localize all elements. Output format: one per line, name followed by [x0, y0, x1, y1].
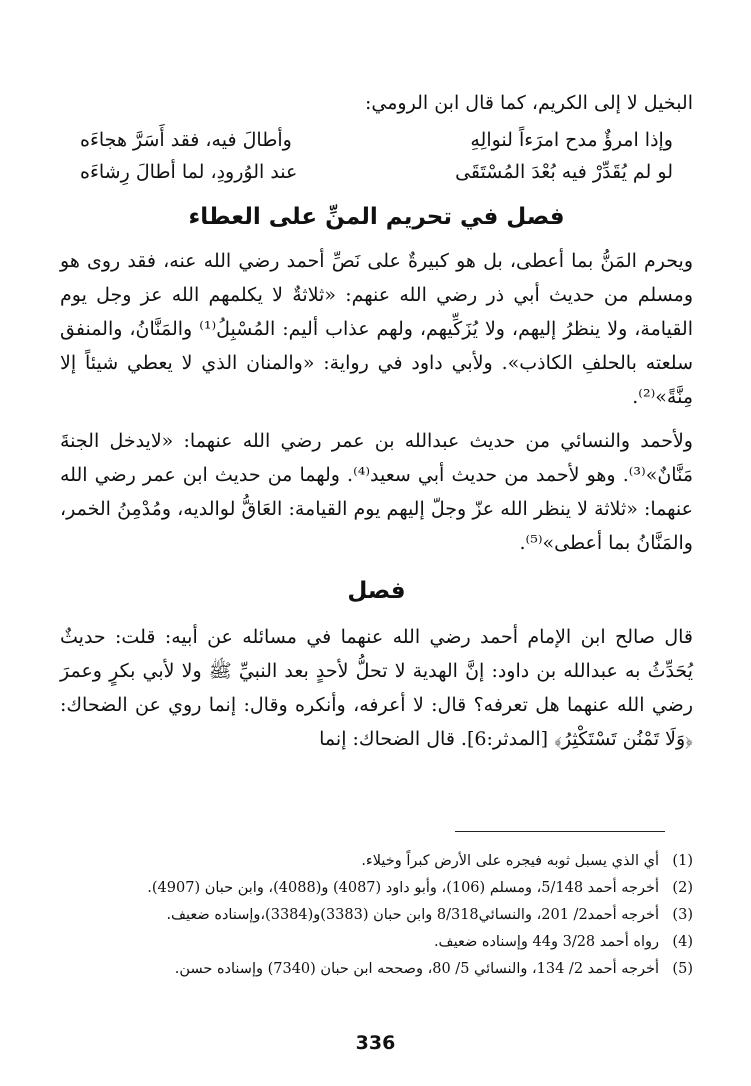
footnote — [70, 875, 693, 902]
paragraph-text: قال صالح ابن الإمام أحمد رضي الله عنهما في مسائله عن أبيه: قلت: حديثٌ يُحَدِّثُ به عبدالله بن داود: إنَّ الهدية لا تحلُّ لأحدٍ بعد النبيِّ ﷺ ولا لأبي بكرٍ وعمرَ رضي الله عنهما هل تعرفه؟ قال: لا أعرفه، وأنكره وقال: إنما روي عن الضحاك: ﴿وَلَا تَمْنُن تَسْتَكْثِرُ﴾ [المدثر:6]. قال الضحاك: إنما — [60, 626, 693, 750]
footnote-separator — [455, 831, 665, 832]
paragraph-text: ويحرم المَنُّ بما أعطى، بل هو كبيرةٌ على نَصِّ أحمد رضي الله عنه، فقد روى هو ومسلم من حديث أبي ذر رضي الله عنهم: «ثلاثةٌ لا يكلمهم الله عز وجل يوم القيامة، ولا ينظرُ إليهم، ولا يُزَكِّيهم، ولهم عذاب أليم: المُسْبِلُ⁽¹⁾ والمَنَّانُ، والمنفق سلعته بالحلفِ الكاذب». ولأبي داود في رواية: «والمنان الذي لا يعطي شيئاً إلا مِنَّةً»⁽²⁾. — [60, 250, 693, 408]
verse-first-hemistich: لو لم يُقَدِّرْ فيه بُعْدَ المُسْتَقَى — [455, 161, 673, 183]
footnote — [70, 956, 693, 983]
paragraph — [60, 620, 693, 756]
section-heading: فصل — [347, 578, 406, 604]
footnote — [70, 929, 693, 956]
verse-first-hemistich: وإذا امرؤٌ مدح امرَءاً لنوالِهِ — [470, 129, 673, 151]
page-number: 336 — [355, 1032, 396, 1054]
verse-second-hemistich: وأطالَ فيه، فقد أَسَرَّ هجاءَه — [80, 129, 292, 151]
verse-second-hemistich: عند الوُرودِ، لما أطالَ رِشاءَه — [80, 161, 298, 183]
section-heading: فصل في تحريم المنِّ على العطاء — [188, 204, 565, 230]
footnote — [70, 848, 693, 875]
footnote-text: أي الذي يسبل ثوبه فيجره على الأرض كبراً وخيلاء. — [361, 853, 659, 869]
poetry-block — [60, 124, 693, 188]
page-body — [60, 78, 693, 766]
footnote-number: (3) — [672, 907, 693, 923]
footnote-number: (5) — [672, 961, 693, 977]
footnote-text: رواه أحمد 3/28 و44 وإسناده ضعيف. — [433, 934, 659, 950]
footnote-number: (1) — [672, 853, 693, 869]
verse-line — [60, 156, 693, 188]
paragraph — [60, 244, 693, 414]
footnote-number: (2) — [672, 880, 693, 896]
paragraph-text: ولأحمد والنسائي من حديث عبدالله بن عمر رضي الله عنهما: «لايدخل الجنةَ مَنَّانٌ»⁽³⁾. وهو لأحمد من حديث أبي سعيد⁽⁴⁾. ولهما من حديث ابن عمر رضي الله عنهما: «ثلاثة لا ينظر الله عزّ وجلّ إليهم يوم القيامة: العَاقُّ لوالديه، ومُدْمِنُ الخمر، والمَنَّانُ بما أعطى»⁽⁵⁾. — [60, 430, 693, 554]
paragraph — [60, 424, 693, 560]
verse-line — [60, 124, 693, 156]
footnote-text: أخرجه أحمد 5/148، ومسلم (106)، وأبو داود (4087) و(4088)، وابن حبان (4907). — [147, 880, 659, 896]
intro-line: البخيل لا إلى الكريم، كما قال ابن الرومي: — [365, 92, 693, 114]
footnote — [70, 902, 693, 929]
footnote-text: أخرجه أحمد2/ 201، والنسائي8/318 وابن حبان (3383)و(3384)،وإسناده ضعيف. — [166, 907, 659, 923]
footnote-number: (4) — [672, 934, 693, 950]
footnote-text: أخرجه أحمد 2/ 134، والنسائي 5/ 80، وصححه ابن حبان (7340) وإسناده حسن. — [174, 961, 659, 977]
footnotes — [70, 848, 693, 983]
